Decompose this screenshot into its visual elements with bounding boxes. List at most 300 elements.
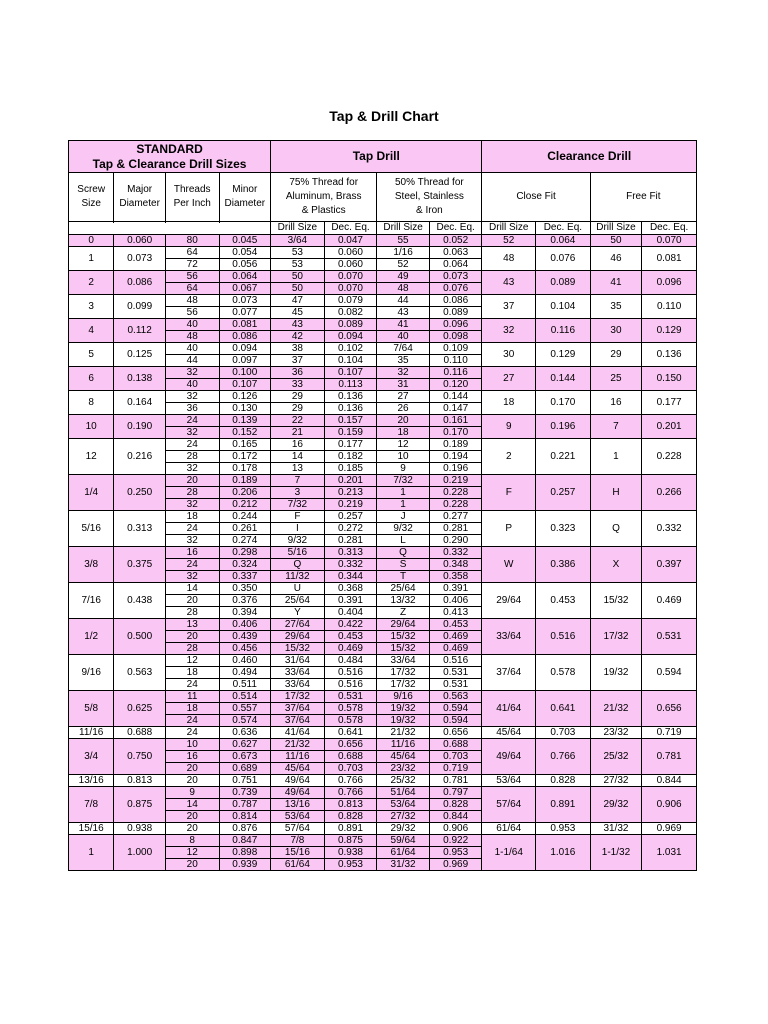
tap50-drill-size-cell: 33/64 xyxy=(377,655,430,667)
tap75-drill-size-cell: I xyxy=(271,523,325,535)
free-fit-drill-size-cell: 31/32 xyxy=(590,823,642,835)
threads-per-inch-cell: 14 xyxy=(165,799,219,811)
close-fit-drill-size-cell: 61/64 xyxy=(482,823,536,835)
tap75-dec-eq-cell: 0.404 xyxy=(324,607,377,619)
tap75-dec-eq-cell: 0.453 xyxy=(324,631,377,643)
tap50-drill-size-cell: T xyxy=(377,571,430,583)
tap50-dec-eq-cell: 0.086 xyxy=(429,295,482,307)
tap50-dec-eq-cell: 0.781 xyxy=(429,775,482,787)
threads-per-inch-cell: 32 xyxy=(165,391,219,403)
tap75-drill-size-cell: 53/64 xyxy=(271,811,325,823)
screw-size-cell: 11/16 xyxy=(69,727,114,739)
tap50-dec-eq-cell: 0.348 xyxy=(429,559,482,571)
tap75-dec-eq-cell: 0.102 xyxy=(324,343,377,355)
close-fit-dec-eq-cell: 0.891 xyxy=(536,787,591,823)
minor-diameter-cell: 0.081 xyxy=(219,319,271,331)
tap75-drill-size-cell: 3 xyxy=(271,487,325,499)
tap50-dec-eq-cell: 0.147 xyxy=(429,403,482,415)
tap50-drill-size-cell: 41 xyxy=(377,319,430,331)
tap75-drill-size-cell: 33 xyxy=(271,379,325,391)
screw-size-cell: 0 xyxy=(69,235,114,247)
free-fit-drill-size-cell: 50 xyxy=(590,235,642,247)
minor-diameter-cell: 0.077 xyxy=(219,307,271,319)
tap75-dec-eq-cell: 0.157 xyxy=(324,415,377,427)
tap50-drill-size-cell: 19/32 xyxy=(377,715,430,727)
tap75-dec-eq-cell: 0.257 xyxy=(324,511,377,523)
close-fit-dec-eq-cell: 0.516 xyxy=(536,619,591,655)
close-fit-dec-eq-cell: 0.578 xyxy=(536,655,591,691)
table-row xyxy=(69,415,697,427)
tap50-dec-eq-cell: 0.170 xyxy=(429,427,482,439)
minor-diameter-cell: 0.574 xyxy=(219,715,271,727)
major-diameter-cell: 0.375 xyxy=(114,547,166,583)
close-fit-drill-size-cell: 9 xyxy=(482,415,536,439)
tap75-drill-size-cell: 15/32 xyxy=(271,643,325,655)
major-diameter-cell: 0.164 xyxy=(114,391,166,415)
threads-per-inch-cell: 20 xyxy=(165,475,219,487)
tap50-dec-eq-cell: 0.063 xyxy=(429,247,482,259)
table-row xyxy=(69,775,697,787)
threads-per-inch-cell: 8 xyxy=(165,835,219,847)
tap75-drill-size-cell: Q xyxy=(271,559,325,571)
free-fit-drill-size-cell: Q xyxy=(590,511,642,547)
threads-per-inch-cell: 32 xyxy=(165,499,219,511)
minor-diameter-cell: 0.054 xyxy=(219,247,271,259)
minor-diameter-cell: 0.206 xyxy=(219,487,271,499)
close-fit-drill-size-cell: 27 xyxy=(482,367,536,391)
minor-diameter-cell: 0.045 xyxy=(219,235,271,247)
tap75-drill-size-cell: 61/64 xyxy=(271,859,325,871)
tap50-drill-size-cell: 17/32 xyxy=(377,667,430,679)
minor-diameter-cell: 0.337 xyxy=(219,571,271,583)
table-row xyxy=(69,691,697,703)
minor-diameter-cell: 0.847 xyxy=(219,835,271,847)
tap50-drill-size-cell: 48 xyxy=(377,283,430,295)
tap50-dec-eq-cell: 0.290 xyxy=(429,535,482,547)
threads-per-inch-cell: 48 xyxy=(165,295,219,307)
tap75-drill-size-cell: 13 xyxy=(271,463,325,475)
tap50-dec-eq-cell: 0.109 xyxy=(429,343,482,355)
tap50-dec-eq-cell: 0.531 xyxy=(429,667,482,679)
tap75-dec-eq-cell: 0.484 xyxy=(324,655,377,667)
tap75-drill-size-cell: 11/16 xyxy=(271,751,325,763)
tap50-dec-eq-cell: 0.110 xyxy=(429,355,482,367)
major-diameter-cell: 0.060 xyxy=(114,235,166,247)
free-fit-dec-eq-cell: 0.110 xyxy=(642,295,697,319)
standard-header xyxy=(69,141,271,173)
threads-per-inch-cell: 24 xyxy=(165,727,219,739)
free-fit-dec-eq-cell: 1.031 xyxy=(642,835,697,871)
tap50-dec-eq-cell: 0.228 xyxy=(429,487,482,499)
tap50-drill-size-cell: Z xyxy=(377,607,430,619)
tap75-drill-size-cell: 36 xyxy=(271,367,325,379)
screw-size-cell: 1/4 xyxy=(69,475,114,511)
threads-per-inch-cell: 40 xyxy=(165,319,219,331)
close-fit-drill-size-cell: 52 xyxy=(482,235,536,247)
tap50-dec-eq-cell: 0.194 xyxy=(429,451,482,463)
tap75-drill-size-cell: 21 xyxy=(271,427,325,439)
tap75-dec-eq-cell: 0.332 xyxy=(324,559,377,571)
tap75-drill-size-cell: 50 xyxy=(271,271,325,283)
threads-per-inch-cell: 18 xyxy=(165,667,219,679)
close-fit-dec-eq-cell: 0.453 xyxy=(536,583,591,619)
major-diameter-cell: 0.500 xyxy=(114,619,166,655)
tap50-drill-size-cell: 55 xyxy=(377,235,430,247)
close-fit-dec-eq-cell: 0.221 xyxy=(536,439,591,475)
tap50-drill-size-cell: 15/32 xyxy=(377,631,430,643)
close-fit-dec-eq-cell: 0.170 xyxy=(536,391,591,415)
major-diameter-cell: 0.813 xyxy=(114,775,166,787)
table-row xyxy=(69,727,697,739)
minor-diameter-cell: 0.094 xyxy=(219,343,271,355)
threads-per-inch-cell: 64 xyxy=(165,283,219,295)
close-fit-header: Close Fit xyxy=(482,173,590,222)
threads-per-inch-cell: 32 xyxy=(165,535,219,547)
major-diameter-cell: 0.563 xyxy=(114,655,166,691)
close-fit-drill-size-cell: 32 xyxy=(482,319,536,343)
threads-per-inch-cell: 40 xyxy=(165,343,219,355)
tap75-dec-eq-cell: 0.136 xyxy=(324,403,377,415)
close-fit-dec-eq-cell: 0.953 xyxy=(536,823,591,835)
screw-size-cell: 15/16 xyxy=(69,823,114,835)
close-fit-drill-size-cell: 33/64 xyxy=(482,619,536,655)
screw-size-cell: 5/16 xyxy=(69,511,114,547)
tap50-drill-size-cell: 1/16 xyxy=(377,247,430,259)
tap75-dec-eq-cell: 0.104 xyxy=(324,355,377,367)
tap50-dec-eq-cell: 0.844 xyxy=(429,811,482,823)
tap50-drill-size-cell: 52 xyxy=(377,259,430,271)
tap50-drill-size-cell: 18 xyxy=(377,427,430,439)
threads-per-inch-cell: 16 xyxy=(165,547,219,559)
free-fit-dec-eq-cell: 0.081 xyxy=(642,247,697,271)
drill-size-header: Drill Size xyxy=(482,222,536,235)
dec-eq-header: Dec. Eq. xyxy=(324,222,377,235)
tap50-drill-size-cell: J xyxy=(377,511,430,523)
close-fit-drill-size-cell: 41/64 xyxy=(482,691,536,727)
tap75-dec-eq-cell: 0.201 xyxy=(324,475,377,487)
free-fit-dec-eq-cell: 0.531 xyxy=(642,619,697,655)
minor-diameter-cell: 0.139 xyxy=(219,415,271,427)
threads-per-inch-header: Threads Per Inch xyxy=(165,173,219,222)
tap50-drill-size-cell: 13/32 xyxy=(377,595,430,607)
free-fit-header: Free Fit xyxy=(590,173,696,222)
tap75-drill-size-cell: 21/32 xyxy=(271,739,325,751)
threads-per-inch-cell: 24 xyxy=(165,559,219,571)
tap75-dec-eq-cell: 0.047 xyxy=(324,235,377,247)
free-fit-drill-size-cell: 16 xyxy=(590,391,642,415)
major-diameter-cell: 0.875 xyxy=(114,787,166,823)
minor-diameter-cell: 0.511 xyxy=(219,679,271,691)
minor-diameter-cell: 0.324 xyxy=(219,559,271,571)
dec-eq-header: Dec. Eq. xyxy=(642,222,697,235)
threads-per-inch-cell: 40 xyxy=(165,379,219,391)
minor-diameter-cell: 0.130 xyxy=(219,403,271,415)
tap50-dec-eq-cell: 0.797 xyxy=(429,787,482,799)
tap75-drill-size-cell: U xyxy=(271,583,325,595)
tap50-drill-size-cell: 10 xyxy=(377,451,430,463)
minor-diameter-cell: 0.350 xyxy=(219,583,271,595)
tap75-dec-eq-cell: 0.070 xyxy=(324,271,377,283)
close-fit-dec-eq-cell: 0.703 xyxy=(536,727,591,739)
close-fit-drill-size-cell: 49/64 xyxy=(482,739,536,775)
free-fit-dec-eq-cell: 0.136 xyxy=(642,343,697,367)
tap50-drill-size-cell: 9/16 xyxy=(377,691,430,703)
tap50-drill-size-cell: 17/32 xyxy=(377,679,430,691)
tap50-drill-size-cell: 32 xyxy=(377,367,430,379)
threads-per-inch-cell: 11 xyxy=(165,691,219,703)
minor-diameter-cell: 0.097 xyxy=(219,355,271,367)
tap75-dec-eq-cell: 0.703 xyxy=(324,763,377,775)
tap50-dec-eq-cell: 0.413 xyxy=(429,607,482,619)
tap50-drill-size-cell: 51/64 xyxy=(377,787,430,799)
threads-per-inch-cell: 20 xyxy=(165,811,219,823)
screw-size-cell: 3 xyxy=(69,295,114,319)
minor-diameter-cell: 0.152 xyxy=(219,427,271,439)
tap50-dec-eq-cell: 0.116 xyxy=(429,367,482,379)
close-fit-drill-size-cell: 53/64 xyxy=(482,775,536,787)
tap50-drill-size-cell: 19/32 xyxy=(377,703,430,715)
tap50-dec-eq-cell: 0.228 xyxy=(429,499,482,511)
screw-size-cell: 1 xyxy=(69,247,114,271)
tap50-dec-eq-cell: 0.332 xyxy=(429,547,482,559)
table-row xyxy=(69,295,697,307)
threads-per-inch-cell: 24 xyxy=(165,439,219,451)
free-fit-dec-eq-cell: 0.096 xyxy=(642,271,697,295)
tap75-drill-size-cell: 29/64 xyxy=(271,631,325,643)
close-fit-dec-eq-cell: 0.064 xyxy=(536,235,591,247)
drill-size-header: Drill Size xyxy=(271,222,325,235)
tap50-drill-size-cell: 40 xyxy=(377,331,430,343)
tap75-drill-size-cell: 45/64 xyxy=(271,763,325,775)
tap50-dec-eq-cell: 0.703 xyxy=(429,751,482,763)
free-fit-drill-size-cell: 15/32 xyxy=(590,583,642,619)
table-row xyxy=(69,235,697,247)
dec-eq-header: Dec. Eq. xyxy=(429,222,482,235)
tap50-dec-eq-cell: 0.656 xyxy=(429,727,482,739)
major-diameter-cell: 0.138 xyxy=(114,367,166,391)
tap75-drill-size-cell: 53 xyxy=(271,259,325,271)
close-fit-drill-size-cell: 1-1/64 xyxy=(482,835,536,871)
threads-per-inch-cell: 24 xyxy=(165,679,219,691)
tap75-drill-size-cell: 47 xyxy=(271,295,325,307)
screw-size-cell: 8 xyxy=(69,391,114,415)
free-fit-dec-eq-cell: 0.469 xyxy=(642,583,697,619)
close-fit-drill-size-cell: 29/64 xyxy=(482,583,536,619)
tap75-dec-eq-cell: 0.177 xyxy=(324,439,377,451)
minor-diameter-cell: 0.787 xyxy=(219,799,271,811)
close-fit-drill-size-cell: 57/64 xyxy=(482,787,536,823)
threads-per-inch-cell: 12 xyxy=(165,655,219,667)
threads-per-inch-cell: 48 xyxy=(165,331,219,343)
tap50-drill-size-cell: 7/32 xyxy=(377,475,430,487)
table-row xyxy=(69,343,697,355)
free-fit-drill-size-cell: 19/32 xyxy=(590,655,642,691)
tap50-dec-eq-cell: 0.073 xyxy=(429,271,482,283)
free-fit-drill-size-cell: 41 xyxy=(590,271,642,295)
tap75-dec-eq-cell: 0.089 xyxy=(324,319,377,331)
free-fit-drill-size-cell: 7 xyxy=(590,415,642,439)
minor-diameter-cell: 0.165 xyxy=(219,439,271,451)
free-fit-dec-eq-cell: 0.656 xyxy=(642,691,697,727)
tap75-dec-eq-cell: 0.094 xyxy=(324,331,377,343)
free-fit-drill-size-cell: 29 xyxy=(590,343,642,367)
free-fit-dec-eq-cell: 0.906 xyxy=(642,787,697,823)
tap75-drill-size-cell: 37 xyxy=(271,355,325,367)
threads-per-inch-cell: 28 xyxy=(165,487,219,499)
tap75-dec-eq-cell: 0.313 xyxy=(324,547,377,559)
major-diameter-cell: 0.688 xyxy=(114,727,166,739)
tap50-dec-eq-cell: 0.161 xyxy=(429,415,482,427)
tap50-drill-size-cell: 25/64 xyxy=(377,583,430,595)
threads-per-inch-cell: 72 xyxy=(165,259,219,271)
tap50-drill-size-cell: 26 xyxy=(377,403,430,415)
threads-per-inch-cell: 56 xyxy=(165,307,219,319)
minor-diameter-cell: 0.189 xyxy=(219,475,271,487)
minor-diameter-cell: 0.073 xyxy=(219,295,271,307)
table-body xyxy=(69,235,697,871)
tap50-dec-eq-cell: 0.594 xyxy=(429,715,482,727)
free-fit-drill-size-cell: 21/32 xyxy=(590,691,642,727)
tap75-dec-eq-cell: 0.113 xyxy=(324,379,377,391)
free-fit-drill-size-cell: 30 xyxy=(590,319,642,343)
minor-diameter-cell: 0.627 xyxy=(219,739,271,751)
tap75-dec-eq-cell: 0.060 xyxy=(324,259,377,271)
minor-diameter-cell: 0.086 xyxy=(219,331,271,343)
tap50-dec-eq-cell: 0.196 xyxy=(429,463,482,475)
table-row xyxy=(69,739,697,751)
screw-size-cell: 6 xyxy=(69,367,114,391)
tap75-dec-eq-cell: 0.813 xyxy=(324,799,377,811)
tap50-dec-eq-cell: 0.120 xyxy=(429,379,482,391)
major-diameter-cell: 1.000 xyxy=(114,835,166,871)
minor-diameter-cell: 0.100 xyxy=(219,367,271,379)
free-fit-dec-eq-cell: 0.228 xyxy=(642,439,697,475)
tap50-dec-eq-cell: 0.089 xyxy=(429,307,482,319)
tap50-drill-size-cell: 9 xyxy=(377,463,430,475)
tap50-dec-eq-cell: 0.189 xyxy=(429,439,482,451)
table-row xyxy=(69,391,697,403)
tap50-drill-size-cell: 61/64 xyxy=(377,847,430,859)
tap75-dec-eq-cell: 0.060 xyxy=(324,247,377,259)
free-fit-drill-size-cell: 27/32 xyxy=(590,775,642,787)
close-fit-drill-size-cell: 48 xyxy=(482,247,536,271)
screw-size-cell: 1/2 xyxy=(69,619,114,655)
threads-per-inch-cell: 18 xyxy=(165,703,219,715)
tap75-dec-eq-cell: 0.185 xyxy=(324,463,377,475)
tap50-drill-size-cell: 11/16 xyxy=(377,739,430,751)
close-fit-dec-eq-cell: 0.076 xyxy=(536,247,591,271)
minor-diameter-cell: 0.898 xyxy=(219,847,271,859)
close-fit-dec-eq-cell: 1.016 xyxy=(536,835,591,871)
tap50-dec-eq-cell: 0.406 xyxy=(429,595,482,607)
tap75-drill-size-cell: 17/32 xyxy=(271,691,325,703)
tap50-drill-size-cell: 27/32 xyxy=(377,811,430,823)
tap50-dec-eq-cell: 0.563 xyxy=(429,691,482,703)
free-fit-dec-eq-cell: 0.719 xyxy=(642,727,697,739)
standard-sub-label: Tap & Clearance Drill Sizes xyxy=(92,156,247,171)
tap75-dec-eq-cell: 0.516 xyxy=(324,679,377,691)
tap75-drill-size-cell: 43 xyxy=(271,319,325,331)
tap50-dec-eq-cell: 0.922 xyxy=(429,835,482,847)
tap75-drill-size-cell: 53 xyxy=(271,247,325,259)
free-fit-dec-eq-cell: 0.201 xyxy=(642,415,697,439)
tap50-drill-size-cell: 21/32 xyxy=(377,727,430,739)
threads-per-inch-cell: 20 xyxy=(165,631,219,643)
major-diameter-cell: 0.250 xyxy=(114,475,166,511)
threads-per-inch-cell: 12 xyxy=(165,847,219,859)
free-fit-dec-eq-cell: 0.129 xyxy=(642,319,697,343)
threads-per-inch-cell: 44 xyxy=(165,355,219,367)
tap75-dec-eq-cell: 0.070 xyxy=(324,283,377,295)
tap75-dec-eq-cell: 0.082 xyxy=(324,307,377,319)
minor-diameter-cell: 0.939 xyxy=(219,859,271,871)
tap50-dec-eq-cell: 0.516 xyxy=(429,655,482,667)
tap75-drill-size-cell: 5/16 xyxy=(271,547,325,559)
table-row xyxy=(69,271,697,283)
major-diameter-cell: 0.125 xyxy=(114,343,166,367)
tap50-drill-size-cell: 31/32 xyxy=(377,859,430,871)
close-fit-dec-eq-cell: 0.323 xyxy=(536,511,591,547)
dec-eq-header: Dec. Eq. xyxy=(536,222,591,235)
tap75-drill-size-cell: 13/16 xyxy=(271,799,325,811)
screw-size-cell: 9/16 xyxy=(69,655,114,691)
free-fit-drill-size-cell: 25/32 xyxy=(590,739,642,775)
tap50-dec-eq-cell: 0.064 xyxy=(429,259,482,271)
threads-per-inch-cell: 10 xyxy=(165,739,219,751)
minor-diameter-cell: 0.739 xyxy=(219,787,271,799)
table-row xyxy=(69,619,697,631)
free-fit-dec-eq-cell: 0.594 xyxy=(642,655,697,691)
tap75-dec-eq-cell: 0.891 xyxy=(324,823,377,835)
tap50-dec-eq-cell: 0.594 xyxy=(429,703,482,715)
tap50-drill-size-cell: 45/64 xyxy=(377,751,430,763)
major-diameter-cell: 0.750 xyxy=(114,739,166,775)
minor-diameter-cell: 0.178 xyxy=(219,463,271,475)
tap75-drill-size-cell: 7/8 xyxy=(271,835,325,847)
major-diameter-header: Major Diameter xyxy=(114,173,166,222)
threads-per-inch-cell: 24 xyxy=(165,715,219,727)
major-diameter-cell: 0.073 xyxy=(114,247,166,271)
tap50-dec-eq-cell: 0.052 xyxy=(429,235,482,247)
tap75-drill-size-cell: 25/64 xyxy=(271,595,325,607)
free-fit-drill-size-cell: 29/32 xyxy=(590,787,642,823)
close-fit-dec-eq-cell: 0.129 xyxy=(536,343,591,367)
screw-size-cell: 4 xyxy=(69,319,114,343)
tap75-dec-eq-cell: 0.469 xyxy=(324,643,377,655)
table-row xyxy=(69,835,697,847)
free-fit-drill-size-cell: 1-1/32 xyxy=(590,835,642,871)
tap50-drill-size-cell: 12 xyxy=(377,439,430,451)
tap75-dec-eq-cell: 0.578 xyxy=(324,703,377,715)
tap75-drill-size-cell: 49/64 xyxy=(271,775,325,787)
tap50-dec-eq-cell: 0.144 xyxy=(429,391,482,403)
tap75-drill-size-cell: 15/16 xyxy=(271,847,325,859)
screw-size-header: Screw Size xyxy=(69,173,114,222)
tap75-drill-size-cell: 50 xyxy=(271,283,325,295)
tap75-dec-eq-cell: 0.766 xyxy=(324,775,377,787)
free-fit-drill-size-cell: 25 xyxy=(590,367,642,391)
tap50-drill-size-cell: 44 xyxy=(377,295,430,307)
drill-size-header: Drill Size xyxy=(377,222,430,235)
tap50-dec-eq-cell: 0.358 xyxy=(429,571,482,583)
tap75-drill-size-cell: 42 xyxy=(271,331,325,343)
tap50-dec-eq-cell: 0.453 xyxy=(429,619,482,631)
screw-size-cell: 7/8 xyxy=(69,787,114,823)
free-fit-dec-eq-cell: 0.266 xyxy=(642,475,697,511)
tap75-dec-eq-cell: 0.875 xyxy=(324,835,377,847)
free-fit-dec-eq-cell: 0.969 xyxy=(642,823,697,835)
minor-diameter-cell: 0.394 xyxy=(219,607,271,619)
